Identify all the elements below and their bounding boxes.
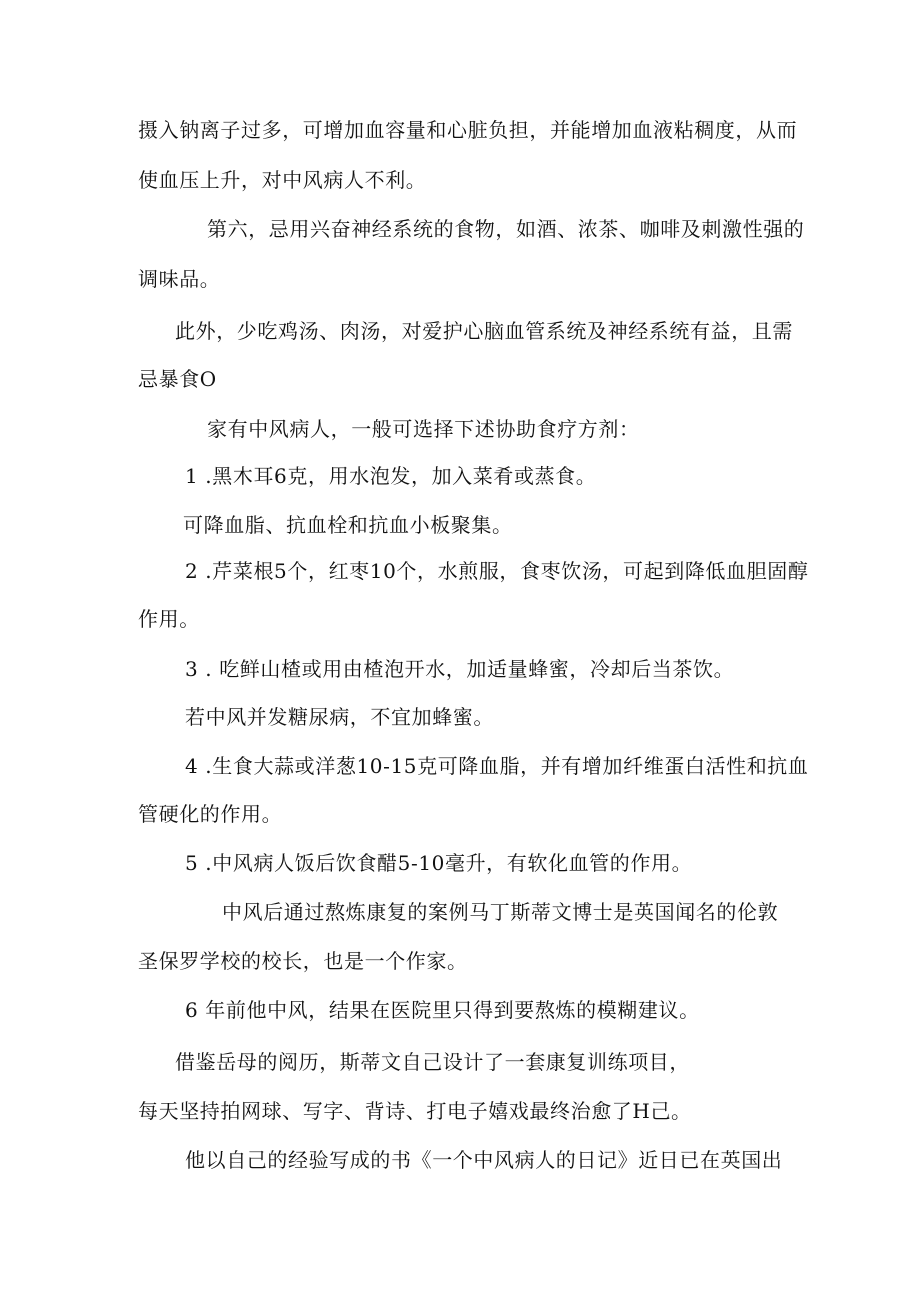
text-line: 4 .生食大蒜或洋葱10-15克可降血脂，并有增加纤维蛋白活性和抗血	[185, 754, 809, 778]
text-line: 摄入钠离子过多，可增加血容量和心脏负担，并能增加血液粘稠度，从而	[138, 118, 798, 142]
text-line: 忌暴食O	[138, 367, 217, 391]
text-line: 他以自己的经验写成的书《一个中风病人的日记》近日已在英国出	[185, 1148, 783, 1172]
text-line: 6 年前他中风，结果在医院里只得到要熬炼的模糊建议。	[185, 998, 700, 1022]
text-line: 若中风并发糖尿病，不宜加蜂蜜。	[185, 705, 494, 729]
text-line: 3 . 吃鲜山楂或用由楂泡开水，加适量蜂蜜，冷却后当茶饮。	[185, 657, 735, 681]
text-line: 可降血脂、抗血栓和抗血小板聚集。	[183, 513, 513, 537]
text-line: 使血压上升，对中风病人不利。	[138, 168, 427, 192]
text-line: 此外，少吃鸡汤、肉汤，对爱护心脑血管系统及神经系统有益，且需	[175, 319, 793, 343]
text-line: 每天坚持拍网球、写字、背诗、打电子嬉戏最终治愈了H己。	[138, 1099, 692, 1123]
text-line: 5 .中风病人饭后饮食醋5-10毫升，有软化血管的作用。	[185, 851, 693, 875]
text-line: 1 .黑木耳6克，用水泡发，加入菜肴或蒸食。	[185, 464, 597, 488]
text-line: 作用。	[138, 607, 200, 631]
text-line: 家有中风病人，一般可选择下述协助食疗方剂：	[207, 417, 640, 441]
text-line: 借鉴岳母的阅历，斯蒂文自己设计了一套康复训练项目，	[175, 1050, 690, 1074]
text-line: 圣保罗学校的校长，也是一个作家。	[138, 949, 468, 973]
text-line: 2 .芹菜根5个，红枣10个，水煎服，食枣饮汤，可起到降低血胆固醇	[185, 559, 809, 583]
text-line: 管硬化的作用。	[138, 802, 283, 826]
text-line: 中风后通过熬炼康复的案例马丁斯蒂文博士是英国闻名的伦敦	[222, 900, 779, 924]
text-line: 第六，忌用兴奋神经系统的食物，如酒、浓茶、咖啡及刺激性强的	[207, 217, 805, 241]
text-line: 调味品。	[138, 267, 221, 291]
